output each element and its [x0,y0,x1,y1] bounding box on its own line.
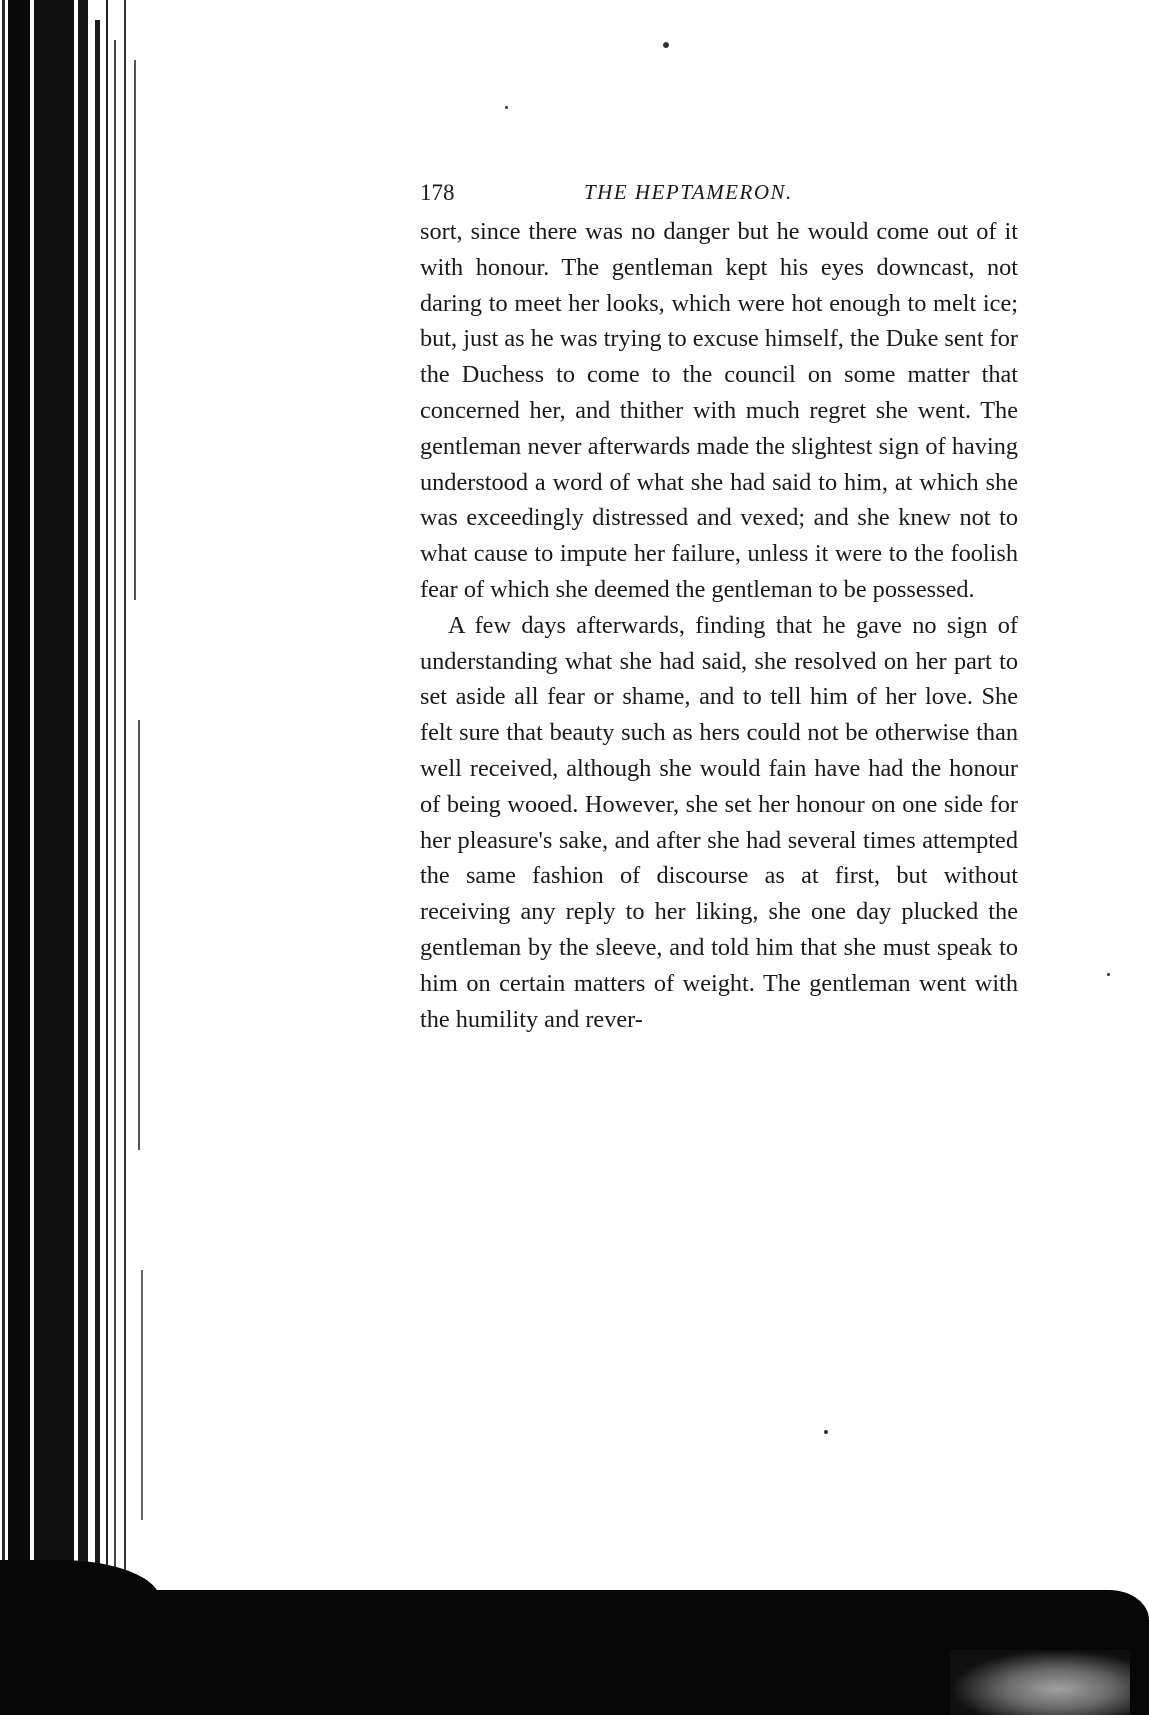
paragraph-2: A few days afterwards, finding that he gave no sign of understanding what she had said, she resolved on her part to set aside all fear or shame, and to tell him of her love. She felt sure that beauty such as hers could not be otherwise than well received, although she would fain have had the honour of being wooed. However, she set her honour on one side for her pleasure's sake, and after she had several times attempted the same fashion of discourse as at first, but without receiving any reply to her liking, she one day plucked the gentleman by the sleeve, and told him that she must speak to him on certain matters of weight. The gentleman went with the humility and rever- [420,611,1018,1033]
running-head [420,176,1018,210]
scan-speck [824,1430,828,1434]
paragraph-1: sort, since there was no danger but he would come out of it with honour. The gentleman kept his eyes downcast, not daring to meet her looks, which were hot enough to melt ice; but, just as he was trying to excuse himself, the Duke sent for the Duchess to come to the council on some matter that concerned her, and thither with much regret she went. The gentleman never afterwards made the slightest sign of having understood a word of what she had said to him, at which she was exceedingly distressed and vexed; and she knew not to what cause to impute her failure, unless it were to the foolish fear of which she deemed the gentleman to be possessed. [420,218,1018,603]
binding-shadow [0,0,150,1715]
scan-speck [1107,973,1110,976]
page-number: 178 [420,180,455,205]
scan-speck [663,42,669,48]
book-page [420,176,1018,1037]
running-title: THE HEPTAMERON. [584,180,793,204]
text-body [420,214,1018,1037]
page-corner-wear [950,1650,1130,1715]
scan-speck [505,106,508,109]
